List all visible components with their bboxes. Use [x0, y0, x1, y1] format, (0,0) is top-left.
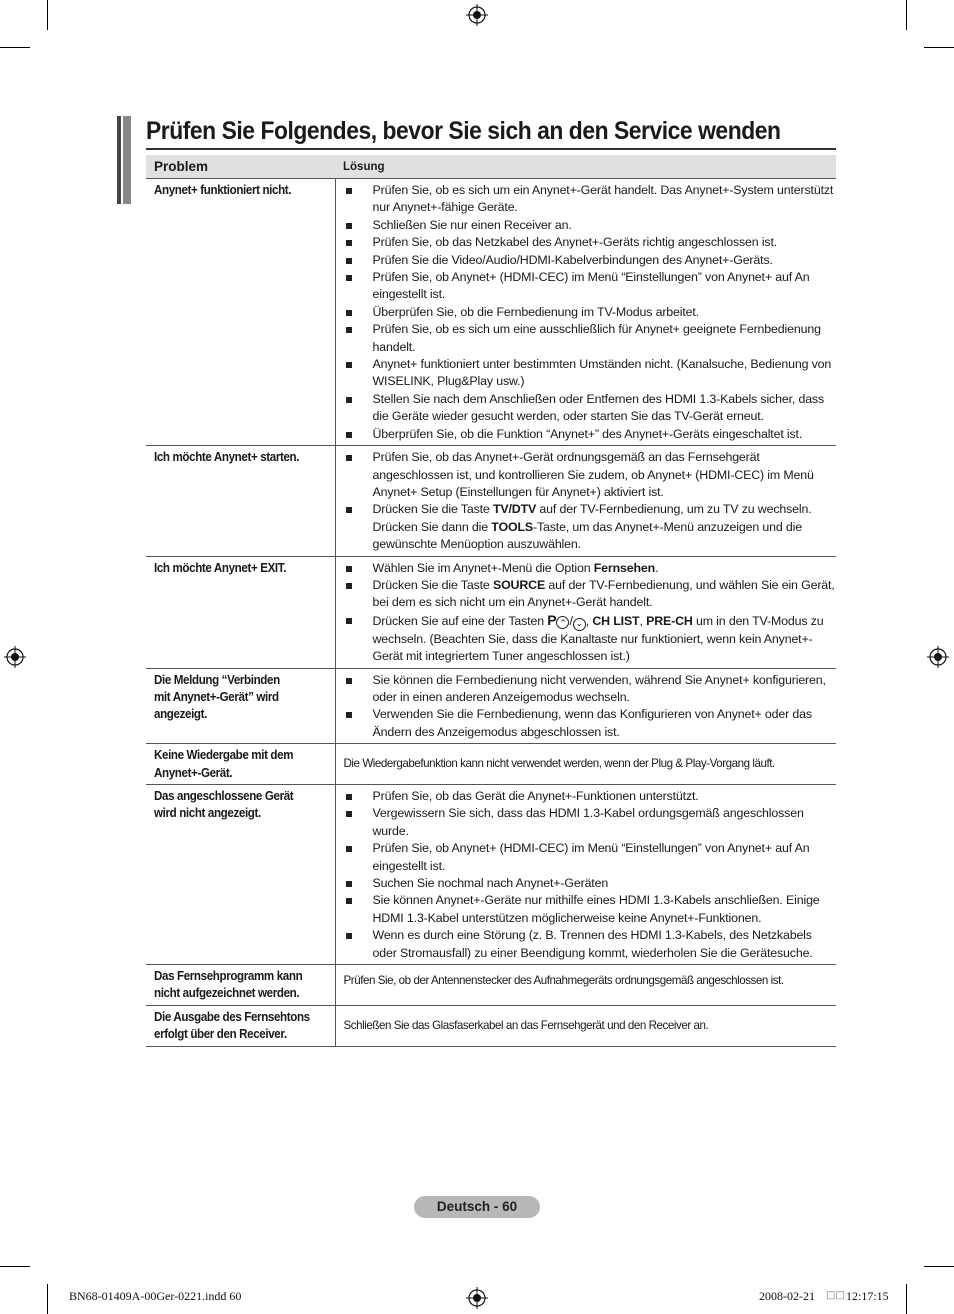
solution-cell [335, 446, 836, 556]
crop-mark [924, 47, 954, 48]
solution-bullet: Prüfen Sie, ob das Netzkabel des Anynet+-Geräts richtig angeschlossen ist. [344, 234, 837, 251]
troubleshooting-table [146, 155, 836, 1047]
problem-cell: Die Ausgabe des Fernsehtons erfolgt über den Receiver. [146, 1005, 335, 1046]
solution-bullet: Prüfen Sie, ob Anynet+ (HDMI-CEC) im Menü “Einstellungen” von Anynet+ auf An eingestellt ist. [344, 269, 837, 304]
table-row [146, 744, 836, 785]
solution-bullet: Vergewissern Sie sich, dass das HDMI 1.3-Kabel ordungsgemäß angeschlossen wurde. [344, 805, 837, 840]
title-underline [146, 148, 836, 150]
key-ch-list: CH LIST [592, 613, 640, 628]
solution-bullet: Anynet+ funktioniert unter bestimmten Umständen nicht. (Kanalsuche, Bedienung von WISELINK, Plug&Play usw.) [344, 356, 837, 391]
key-pre-ch: PRE-CH [646, 613, 693, 628]
solution-bullet: Überprüfen Sie, ob die Funktion “Anynet+” des Anynet+-Geräts eingeschaltet ist. [344, 426, 837, 443]
problem-cell: Das angeschlossene Gerät wird nicht angezeigt. [146, 785, 335, 965]
footer-glyphs: □□ [826, 1290, 845, 1301]
section-side-bar [117, 116, 131, 204]
solution-bullet: Sie können die Fernbedienung nicht verwenden, während Sie Anynet+ konfigurieren, oder in einen anderen Anzeigemodus wechseln. [344, 672, 837, 707]
problem-cell: Anynet+ funktioniert nicht. [146, 179, 335, 446]
page-number-badge: Deutsch - 60 [414, 1196, 540, 1218]
solution-bullet: Prüfen Sie, ob das Anynet+-Gerät ordnungsgemäß an das Fernsehgerät angeschlossen ist, und kontrollieren Sie zudem, ob Anynet+ (HDMI-CEC) im Menü Anynet+ Setup (Einstellungen für Anynet+) aktiviert ist. [344, 449, 837, 501]
table-header-row [146, 155, 836, 179]
solution-bullet: Drücken Sie auf eine der Tasten P ⌃ / ⌄ , CH LIST, PRE-CH um in den TV-Modus zu wechseln. (Beachten Sie, dass die Kanaltaste nur funktioniert, wenn kein Anynet+-Gerät mit integriertem Tuner angeschlossen ist.) [344, 612, 837, 666]
table-row [146, 668, 836, 744]
crop-mark [924, 1266, 954, 1267]
solution-bullet: Wählen Sie im Anynet+-Menü die Option Fernsehen. [344, 560, 837, 577]
solution-cell [335, 668, 836, 744]
solution-cell [335, 744, 836, 785]
solution-column-header: Lösung [335, 155, 836, 179]
table-row [146, 179, 836, 446]
registration-mark-icon [466, 4, 488, 26]
solution-cell [335, 179, 836, 446]
footer-time: 12:17:15 [846, 1289, 889, 1303]
crop-mark [906, 1284, 907, 1314]
crop-mark [0, 47, 30, 48]
crop-mark [47, 0, 48, 30]
registration-mark-icon [4, 646, 26, 668]
solution-bullet: Prüfen Sie, ob Anynet+ (HDMI-CEC) im Menü “Einstellungen” von Anynet+ auf An eingestellt ist. [344, 840, 837, 875]
problem-column-header: Problem [146, 155, 335, 179]
solution-bullet: Wenn es durch eine Störung (z. B. Trennen des HDMI 1.3-Kabels, des Netzkabels oder Stromausfall) zu einer Beendigung kommt, wiederholen Sie die Gerätesuche. [344, 927, 837, 962]
key-tools: TOOLS [491, 519, 533, 534]
registration-mark-icon [927, 646, 949, 668]
solution-bullet: Prüfen Sie die Video/Audio/HDMI-Kabelverbindungen des Anynet+-Geräts. [344, 252, 837, 269]
solution-bullet: Stellen Sie nach dem Anschließen oder Entfernen des HDMI 1.3-Kabels sicher, dass die Geräte wieder gesucht werden, oder starten Sie das TV-Gerät erneut. [344, 391, 837, 426]
solution-bullet: Suchen Sie nochmal nach Anynet+-Geräten [344, 875, 837, 892]
option-fernsehen: Fernsehen [593, 560, 656, 575]
page-title: Prüfen Sie Folgendes, bevor Sie sich an den Service wenden [146, 117, 781, 145]
key-p: P [547, 611, 557, 628]
solution-cell [335, 1005, 836, 1046]
table-row [146, 446, 836, 556]
solution-bullet: Schließen Sie nur einen Receiver an. [344, 217, 837, 234]
problem-cell: Keine Wiedergabe mit dem Anynet+-Gerät. [146, 744, 335, 785]
key-source: SOURCE [492, 577, 546, 592]
problem-cell: Ich möchte Anynet+ EXIT. [146, 556, 335, 668]
footer-date: 2008-02-21 [759, 1289, 815, 1303]
crop-mark [906, 0, 907, 30]
crop-mark [47, 1284, 48, 1314]
solution-bullet: Drücken Sie die Taste TV/DTV auf der TV-Fernbedienung, um zu TV zu wechseln. Drücken Sie dann die TOOLS-Taste, um das Anynet+-Menü anzuzeigen und die gewünschte Menüoption auszuwählen. [344, 501, 837, 553]
key-tv-dtv: TV/DTV [492, 502, 537, 517]
solution-bullet: Prüfen Sie, ob es sich um ein Anynet+-Gerät handelt. Das Anynet+-System unterstützt nur Anynet+-fähige Geräte. [344, 182, 837, 217]
solution-bullet: Prüfen Sie, ob das Gerät die Anynet+-Funktionen unterstützt. [344, 788, 837, 805]
table-row [146, 965, 836, 1006]
solution-cell [335, 965, 836, 1006]
problem-cell: Ich möchte Anynet+ starten. [146, 446, 335, 556]
table-row [146, 556, 836, 668]
table-row [146, 1005, 836, 1046]
solution-text: Prüfen Sie, ob der Antennenstecker des Aufnahmegeräts ordnungsgemäß angeschlossen ist. [343, 974, 784, 988]
solution-bullet: Verwenden Sie die Fernbedienung, wenn das Konfigurieren von Anynet+ oder das Ändern des Anzeigemodus abgeschlossen ist. [344, 706, 837, 741]
table-row [146, 785, 836, 965]
problem-cell: Die Meldung “Verbinden mit Anynet+-Gerät” wird angezeigt. [146, 668, 335, 744]
channel-up-icon: ⌃ [556, 616, 569, 629]
problem-cell: Das Fernsehprogramm kann nicht aufgezeichnet werden. [146, 965, 335, 1006]
solution-bullet: Prüfen Sie, ob es sich um eine ausschließlich für Anynet+ geeignete Fernbedienung handelt. [344, 321, 837, 356]
solution-cell [335, 556, 836, 668]
footer-file-name: BN68-01409A-00Ger-0221.indd 60 [69, 1289, 242, 1303]
solution-text: Schließen Sie das Glasfaserkabel an das Fernsehgerät und den Receiver an. [343, 1018, 709, 1032]
channel-down-icon: ⌄ [573, 618, 586, 631]
registration-mark-icon [466, 1287, 488, 1309]
crop-mark [0, 1266, 30, 1267]
solution-bullet: Drücken Sie die Taste SOURCE auf der TV-Fernbedienung, und wählen Sie ein Gerät, bei dem es sich nicht um ein Anynet+-Gerät handelt. [344, 577, 837, 612]
solution-bullet: Sie können Anynet+-Geräte nur mithilfe eines HDMI 1.3-Kabels anschließen. Einige HDMI 1.3-Kabel unterstützen möglicherweise keine Anynet+-Funktionen. [344, 892, 837, 927]
solution-cell [335, 785, 836, 965]
solution-bullet: Überprüfen Sie, ob die Fernbedienung im TV-Modus arbeitet. [344, 304, 837, 321]
solution-text: Die Wiedergabefunktion kann nicht verwendet werden, wenn der Plug & Play-Vorgang läuft. [343, 757, 775, 771]
